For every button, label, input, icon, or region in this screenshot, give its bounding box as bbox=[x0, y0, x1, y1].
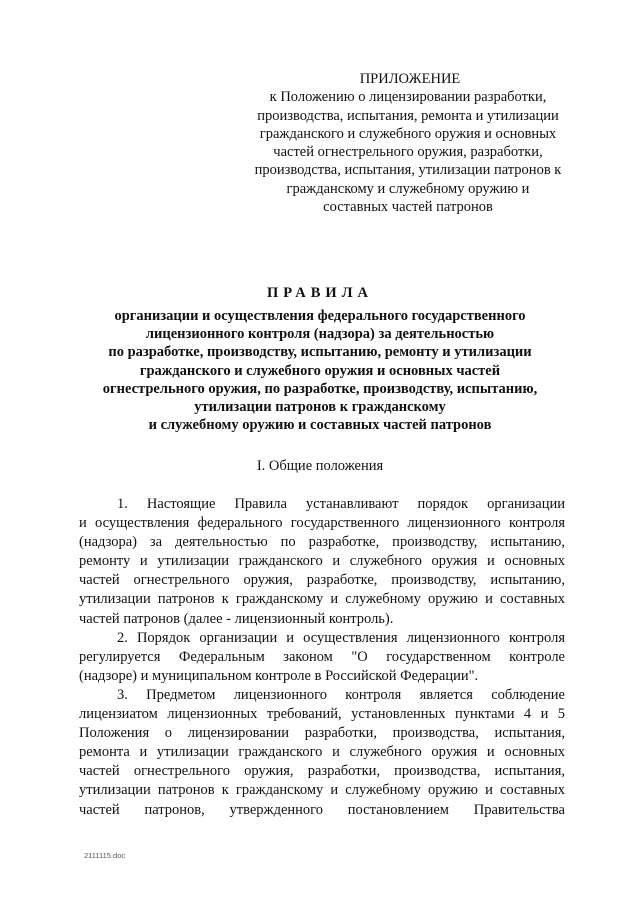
subtitle-line: утилизации патронов к гражданскому bbox=[194, 399, 446, 416]
paragraph-line: (надзора) за деятельностью по разработке, производству, испытанию, bbox=[79, 534, 565, 551]
paragraph-line: и осуществления федерального государственного лицензионного контроля bbox=[79, 515, 565, 532]
paragraph-line: ремонту и утилизации гражданского и служебного оружия и основных bbox=[79, 553, 565, 570]
appendix-line: производства, испытания, утилизации патронов к bbox=[254, 162, 562, 179]
paragraph-line: 2. Порядок организации и осуществления лицензионного контроля bbox=[117, 629, 565, 646]
body-text bbox=[79, 495, 565, 820]
section-heading: I. Общие положения bbox=[256, 458, 384, 474]
document-subtitle bbox=[60, 307, 580, 434]
paragraph-2 bbox=[79, 629, 565, 686]
appendix-line: гражданскому и служебному оружию и bbox=[286, 180, 530, 197]
paragraph-3 bbox=[79, 686, 565, 820]
paragraph-line: ремонта и утилизации гражданского и служебного оружия и основных bbox=[79, 744, 565, 761]
appendix-header bbox=[238, 70, 578, 216]
appendix-line: к Положению о лицензировании разработки, bbox=[269, 89, 547, 106]
paragraph-line: частей патронов, утвержденного постановлением Правительства bbox=[79, 801, 565, 818]
paragraph-line: 1. Настоящие Правила устанавливают порядок организации bbox=[117, 496, 565, 512]
appendix-line: гражданского и служебного оружия и основных bbox=[259, 125, 557, 142]
subtitle-line: огнестрельного оружия, по разработке, производству, испытанию, bbox=[102, 380, 538, 397]
subtitle-line: организации и осуществления федерального государственного bbox=[114, 308, 526, 324]
paragraph-line: Положения о лицензировании разработки, производства, испытания, bbox=[79, 725, 565, 742]
subtitle-line: по разработке, производству, испытанию, ремонту и утилизации bbox=[108, 344, 532, 361]
appendix-line: производства, испытания, ремонта и утилизации bbox=[257, 107, 559, 124]
paragraph-line: 3. Предметом лицензионного контроля является соблюдение bbox=[117, 686, 565, 703]
paragraph-line: частей огнестрельного оружия, разработке, производству, испытанию, bbox=[79, 572, 565, 589]
paragraph-line: частей огнестрельного оружия, разработки, производства, испытания, bbox=[79, 763, 565, 780]
paragraph-line: частей патронов (далее - лицензионный контроль). bbox=[79, 610, 394, 627]
paragraph-line: регулируется Федеральным законом "О государственном контроле bbox=[79, 648, 565, 665]
document-title: ПРАВИЛА bbox=[267, 285, 373, 301]
footer-file-code: 2111115.doc bbox=[84, 851, 126, 860]
paragraph-line: лицензиатом лицензионных требований, установленных пунктами 4 и 5 bbox=[79, 706, 565, 723]
subtitle-line: и служебному оружию и составных частей патронов bbox=[148, 417, 492, 434]
paragraph-1 bbox=[79, 495, 565, 629]
subtitle-line: лицензионного контроля (надзора) за деятельностью bbox=[145, 326, 495, 343]
subtitle-line: гражданского и служебного оружия и основных частей bbox=[139, 362, 501, 379]
appendix-line: частей огнестрельного оружия, разработки, bbox=[273, 144, 543, 161]
paragraph-line: утилизации патронов к гражданскому и служебному оружию и составных bbox=[79, 782, 565, 799]
paragraph-line: утилизации патронов к гражданскому и служебному оружию и составных bbox=[79, 591, 565, 608]
appendix-title: ПРИЛОЖЕНИЕ bbox=[359, 71, 461, 87]
paragraph-line: (надзоре) и муниципальном контроле в Российской Федерации". bbox=[79, 667, 479, 684]
appendix-line: составных частей патронов bbox=[323, 199, 493, 216]
